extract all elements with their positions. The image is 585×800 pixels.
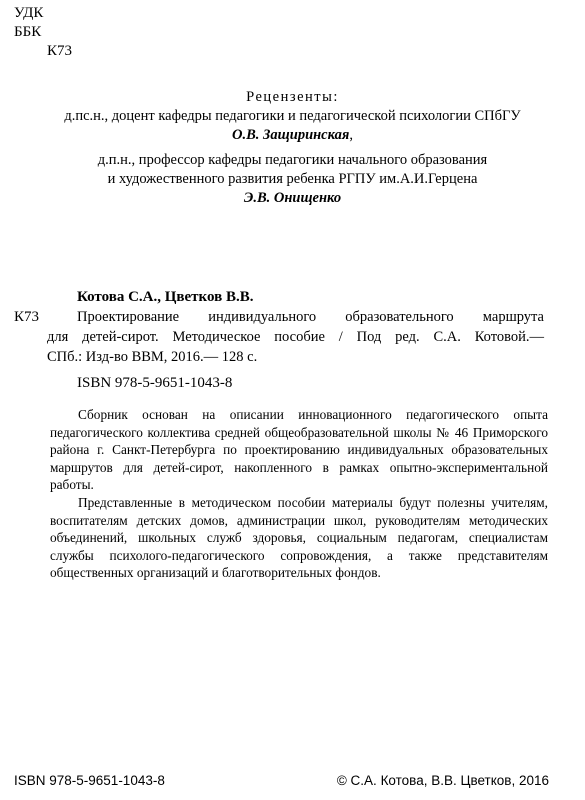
entry-title-line1: Проектирование индивидуального образовательного маршрута (77, 309, 544, 325)
authors-heading: Котова С.А., Цветков В.В. (77, 289, 254, 305)
abstract-paragraph-2: Представленные в методическом пособии материалы будут полезны учителям, воспитателям детских домов, администрации школ, руководителям методических объединений, школьных служб здоровья, социальным педагогам, специалистам службы психолого-педагогического сопровождения, а также представителям общественных организаций и благотворительных фондов. (50, 494, 548, 581)
author-mark: К73 (47, 43, 73, 59)
reviewer2-affiliation-line1: д.п.н., профессор кафедры педагогики начального образования (97, 152, 488, 168)
reviewer1-name-line (0, 126, 585, 145)
reviewer2-name: Э.В. Онищенко (243, 190, 342, 206)
footer-copyright: © С.А. Котова, В.В. Цветков, 2016 (336, 773, 549, 788)
reviewer1-affiliation: д.пс.н., доцент кафедры педагогики и педагогической психологии СПбГУ (64, 108, 521, 124)
reviewers-heading: Рецензенты: (246, 89, 339, 105)
entry-title-line3: СПб.: Изд-во ВВМ, 2016.— 128 с. (47, 349, 258, 365)
entry-title-line2: для детей-сирот. Методическое пособие / Под ред. С.А. Котовой.— (47, 329, 544, 345)
abstract-paragraph-1: Сборник основан на описании инновационного педагогического опыта педагогического коллектива средней общеобразовательной школы № 46 Приморского района г. Санкт-Петербурга по проектированию индивидуальных образовательных маршрутов для детей-сирот, накопленного в рамках опытно-экспериментальной работы. (50, 407, 548, 493)
bbk-label: ББК (14, 24, 42, 40)
entry-isbn: ISBN 978-5-9651-1043-8 (77, 375, 233, 391)
reviewer1-comma: , (349, 127, 353, 143)
abstract (50, 406, 548, 582)
footer-isbn: ISBN 978-5-9651-1043-8 (14, 773, 165, 788)
udk-label: УДК (14, 5, 44, 21)
entry-code: К73 (14, 309, 40, 325)
reviewer2-affiliation-line2: и художественного развития ребенка РГПУ им.А.И.Герцена (107, 171, 478, 187)
reviewer1-name: О.В. Защиринская (232, 127, 350, 143)
